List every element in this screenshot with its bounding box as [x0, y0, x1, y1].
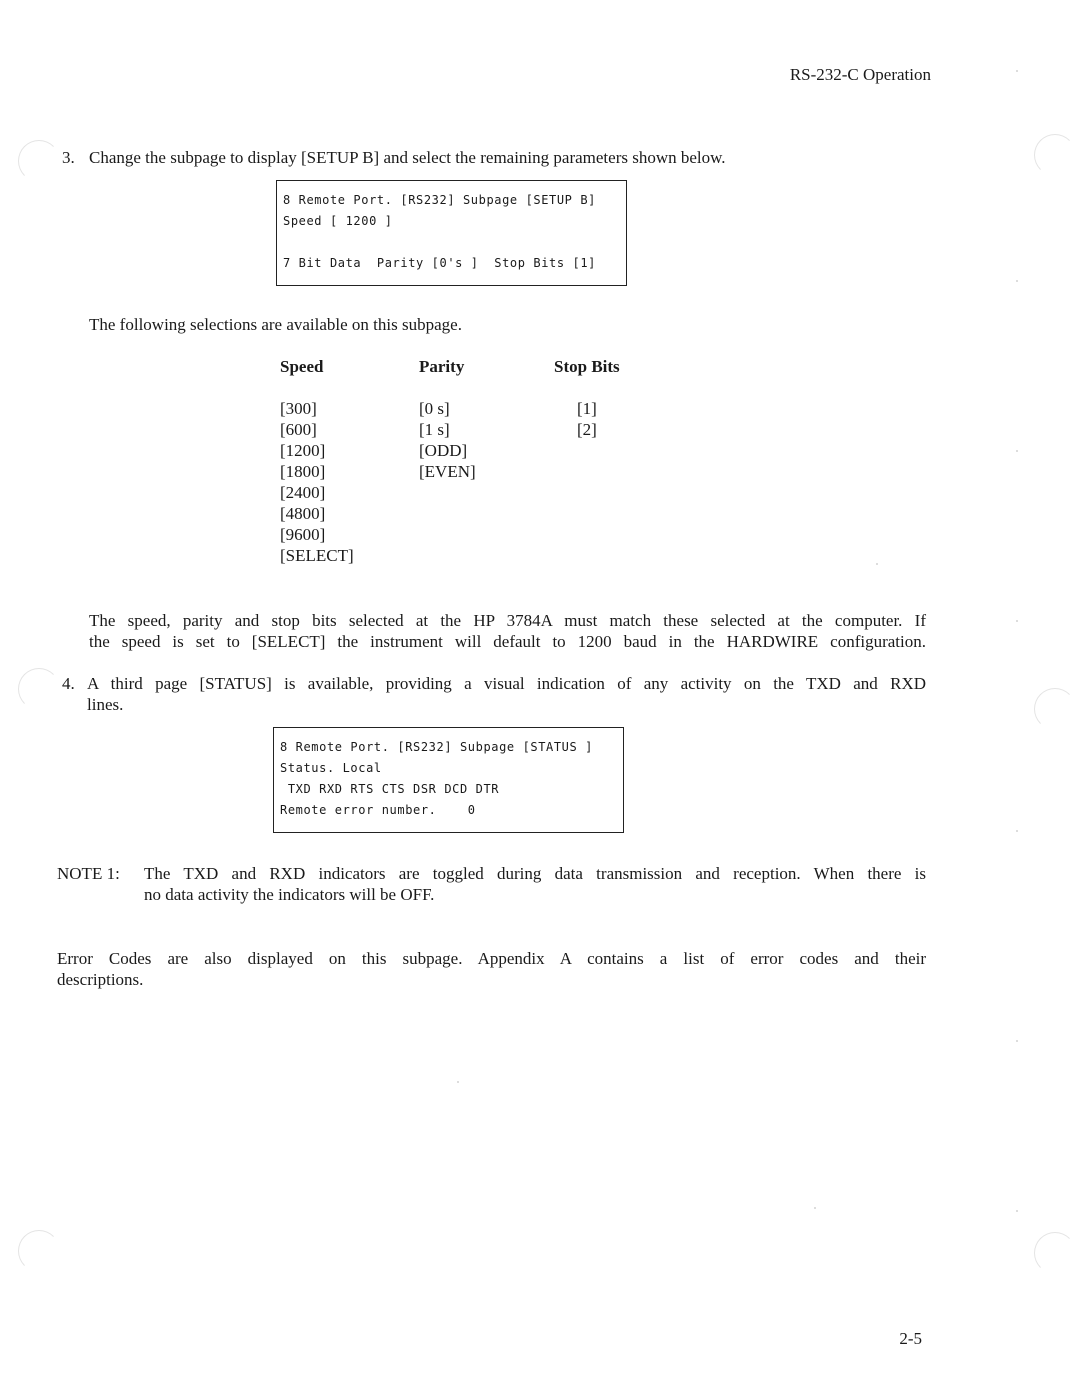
page-number: 2-5: [899, 1329, 922, 1348]
scan-speck: [1016, 280, 1018, 282]
speed-options-list: [280, 398, 354, 566]
screen-line: Status. Local: [280, 761, 382, 775]
binder-hole-mark: [18, 668, 60, 710]
parity-option: [1 s]: [419, 420, 450, 439]
parity-heading: Parity: [419, 357, 465, 376]
speed-option: [600]: [280, 420, 317, 439]
stop-bits-options-list: [577, 398, 597, 440]
parity-option: [EVEN]: [419, 462, 476, 481]
parity-option: [0 s]: [419, 399, 450, 418]
error-codes-paragraph: descriptions.: [57, 970, 144, 989]
status-screen-display: [273, 727, 624, 833]
scan-speck: [876, 563, 878, 565]
note-text: no data activity the indicators will be OFF.: [144, 885, 435, 904]
scan-speck: [1016, 830, 1018, 832]
stop-bits-heading: Stop Bits: [554, 357, 620, 376]
binder-hole-mark: [18, 140, 60, 182]
stop-bits-option: [2]: [577, 420, 597, 439]
step-3-text: Change the subpage to display [SETUP B] and select the remaining parameters shown below.: [89, 148, 726, 167]
scan-speck: [1016, 1040, 1018, 1042]
error-codes-paragraph: Error Codes are also displayed on this subpage. Appendix A contains a list of error codes and their: [57, 949, 926, 968]
speed-option: [1800]: [280, 462, 326, 481]
parity-option: [ODD]: [419, 441, 468, 460]
speed-option: [4800]: [280, 504, 326, 523]
step-4-number: 4.: [62, 674, 75, 693]
note-label: NOTE 1:: [57, 864, 120, 883]
step-3-number: 3.: [62, 148, 75, 167]
screen-line: 8 Remote Port. [RS232] Subpage [STATUS ]: [280, 740, 593, 754]
scan-speck: [457, 1081, 459, 1083]
screen-line: 7 Bit Data Parity [0's ] Stop Bits [1]: [283, 256, 596, 270]
binder-hole-mark: [1034, 1232, 1076, 1274]
scan-speck: [814, 1207, 816, 1209]
binder-hole-mark: [1034, 134, 1076, 176]
screen-line: 8 Remote Port. [RS232] Subpage [SETUP B]: [283, 193, 596, 207]
stop-bits-option: [1]: [577, 399, 597, 418]
setup-b-screen-display: [276, 180, 627, 286]
screen-line: Remote error number. 0: [280, 803, 476, 817]
selections-intro: The following selections are available on this subpage.: [89, 315, 462, 334]
step-4-text: A third page [STATUS] is available, providing a visual indication of any activity on the TXD and RXD: [87, 674, 926, 693]
speed-option: [300]: [280, 399, 317, 418]
speed-option: [9600]: [280, 525, 326, 544]
speed-option: [SELECT]: [280, 546, 354, 565]
scan-speck: [1016, 620, 1018, 622]
screen-line: Speed [ 1200 ]: [283, 214, 393, 228]
scan-speck: [1016, 450, 1018, 452]
scan-speck: [1016, 70, 1018, 72]
speed-option: [1200]: [280, 441, 326, 460]
page-header-title: RS-232-C Operation: [789, 65, 931, 84]
step-4-text: lines.: [87, 695, 124, 714]
binder-hole-mark: [18, 1230, 60, 1272]
parity-options-list: [419, 398, 476, 482]
match-paragraph-line: the speed is set to [SELECT] the instrument will default to 1200 baud in the HARDWIRE configuration.: [89, 632, 926, 651]
speed-option: [2400]: [280, 483, 326, 502]
note-text: The TXD and RXD indicators are toggled during data transmission and reception. When there is: [144, 864, 926, 883]
scan-speck: [1016, 1210, 1018, 1212]
match-paragraph-line: The speed, parity and stop bits selected at the HP 3784A must match these selected at the computer. If: [89, 611, 926, 630]
speed-heading: Speed: [280, 357, 324, 376]
screen-line: TXD RXD RTS CTS DSR DCD DTR: [280, 782, 500, 796]
binder-hole-mark: [1034, 688, 1076, 730]
